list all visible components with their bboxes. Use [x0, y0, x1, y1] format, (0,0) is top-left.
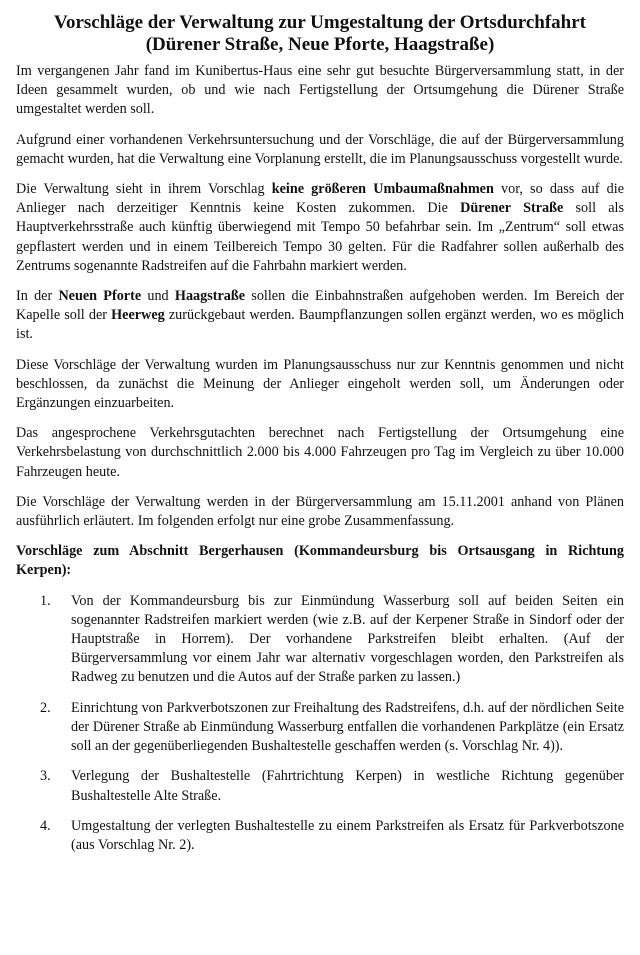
paragraph-4-text-1: In der [16, 288, 59, 305]
paragraph-1: Im vergangenen Jahr fand im Kunibertus-Haus eine sehr gut besuchte Bürgerversammlung statt, in der Ideen gesammelt wurden, ob und wie nach Fertigstellung der Ortsumgehung die Dürener Straße umgestaltet werden soll. [16, 63, 624, 118]
section-heading: Vorschläge zum Abschnitt Bergerhausen (Kommandeursburg bis Ortsausgang in Richtung Kerpen): [16, 543, 624, 579]
paragraph-4-text-3: sollen die Einbahnstraßen aufgehoben werden. Im Bereich der Kapelle soll der [16, 288, 624, 324]
paragraph-4-text-4: zurückgebaut werden. Baumpflanzungen sollen ergänzt werden, wo es möglich ist. [16, 307, 624, 343]
list-item-number: 1. [40, 592, 51, 609]
paragraph-3-text-2: vor, so dass auf die Anlieger nach derzeitiger Kenntnis keine Kosten zukommen. Die [16, 181, 625, 217]
proposal-list [16, 592, 624, 855]
paragraph-5: Diese Vorschläge der Verwaltung wurden im Planungsausschuss nur zur Kenntnis genommen und nicht beschlossen, da zunächst die Meinung der Anlieger eingeholt werden soll, um Änderungen oder Ergänzungen einzuarbeiten. [16, 356, 624, 412]
paragraph-6: Das angesprochene Verkehrsgutachten berechnet nach Fertigstellung der Ortsumgehung eine Verkehrsbelastung von durchschnittlich 2.000 bis 4.000 Fahrzeugen pro Tag im Vergleich zu über 10.000 Fahrzeugen heute. [16, 425, 624, 480]
paragraph-4 [16, 287, 624, 345]
list-item [16, 767, 624, 805]
list-item [16, 817, 624, 855]
list-item-text: Einrichtung von Parkverbotszonen zur Freihaltung des Radstreifens, d.h. auf der nördlichen Seite der Dürener Straße ab Einmündung Wasserburg entfallen die vorhandenen Parkplätze (ein Ersatz soll an der gegenüberliegenden Bushaltestelle geschaffen werden (s. Vorschlag Nr. 4)). [71, 699, 624, 755]
paragraph-2: Aufgrund einer vorhandenen Verkehrsuntersuchung und der Vorschläge, die auf der Bürgerversammlung gemacht wurden, hat die Verwaltung eine Vorplanung erstellt, die im Planungsausschuss vorgestellt wurde. [16, 131, 624, 167]
paragraph-4-bold-1: Neuen Pforte [58, 288, 142, 305]
list-item-number: 3. [40, 768, 51, 785]
paragraph-3-bold-2: Dürener Straße [460, 200, 564, 217]
paragraph-4-bold-3: Heerweg [111, 307, 165, 324]
paragraph-3-text-3: soll als Hauptverkehrsstraße auch künftig überwiegend mit Tempo 50 befahrbar sein. Im „Zentrum“ soll etwas gepflastert werden und in einem Teilbereich Tempo 30 gelten. Für die Radfahrer sollen außerhalb des Zentrums sogenannte Radstreifen auf die Fahrbahn markiert werden. [16, 200, 625, 274]
list-item-number: 2. [40, 699, 51, 716]
list-item [16, 699, 624, 757]
title-line-1: Vorschläge der Verwaltung zur Umgestaltung der Ortsdurchfahrt [54, 12, 586, 33]
list-item [16, 592, 624, 688]
paragraph-3-bold-1: keine größeren Umbaumaßnahmen [271, 181, 494, 198]
list-item-text: Verlegung der Bushaltestelle (Fahrtrichtung Kerpen) in westliche Richtung gegenüber Bushaltestelle Alte Straße. [71, 768, 624, 804]
paragraph-3-text-1: Die Verwaltung sieht in ihrem Vorschlag [16, 181, 272, 198]
paragraph-7: Die Vorschläge der Verwaltung werden in der Bürgerversammlung am 15.11.2001 anhand von Plänen ausführlich erläutert. Im folgenden erfolgt nur eine grobe Zusammenfassung. [16, 493, 624, 530]
title-line-2: (Dürener Straße, Neue Pforte, Haagstraße) [145, 34, 495, 55]
paragraph-4-bold-2: Haagstraße [174, 288, 246, 305]
list-item-text: Umgestaltung der verlegten Bushaltestelle zu einem Parkstreifen als Ersatz für Parkverbotszone (aus Vorschlag Nr. 2). [71, 817, 624, 853]
list-item-number: 4. [40, 817, 51, 834]
document-title [16, 12, 624, 56]
paragraph-4-text-2: und [141, 288, 175, 305]
paragraph-3 [16, 180, 624, 276]
list-item-text: Von der Kommandeursburg bis zur Einmündung Wasserburg soll auf beiden Seiten ein sogenannter Radstreifen markiert werden (wie z.B. auf der Kerpener Straße in Sindorf oder der Hauptstraße in Horrem). Der vorhandene Parkstreifen bleibt erhalten. (Auf der Bürgerversammlung vor einem Jahr war alternativ vorgeschlagen worden, den Parkstreifen als Radweg zu benutzen und die Autos auf der Straße parken zu lassen.) [71, 592, 624, 686]
